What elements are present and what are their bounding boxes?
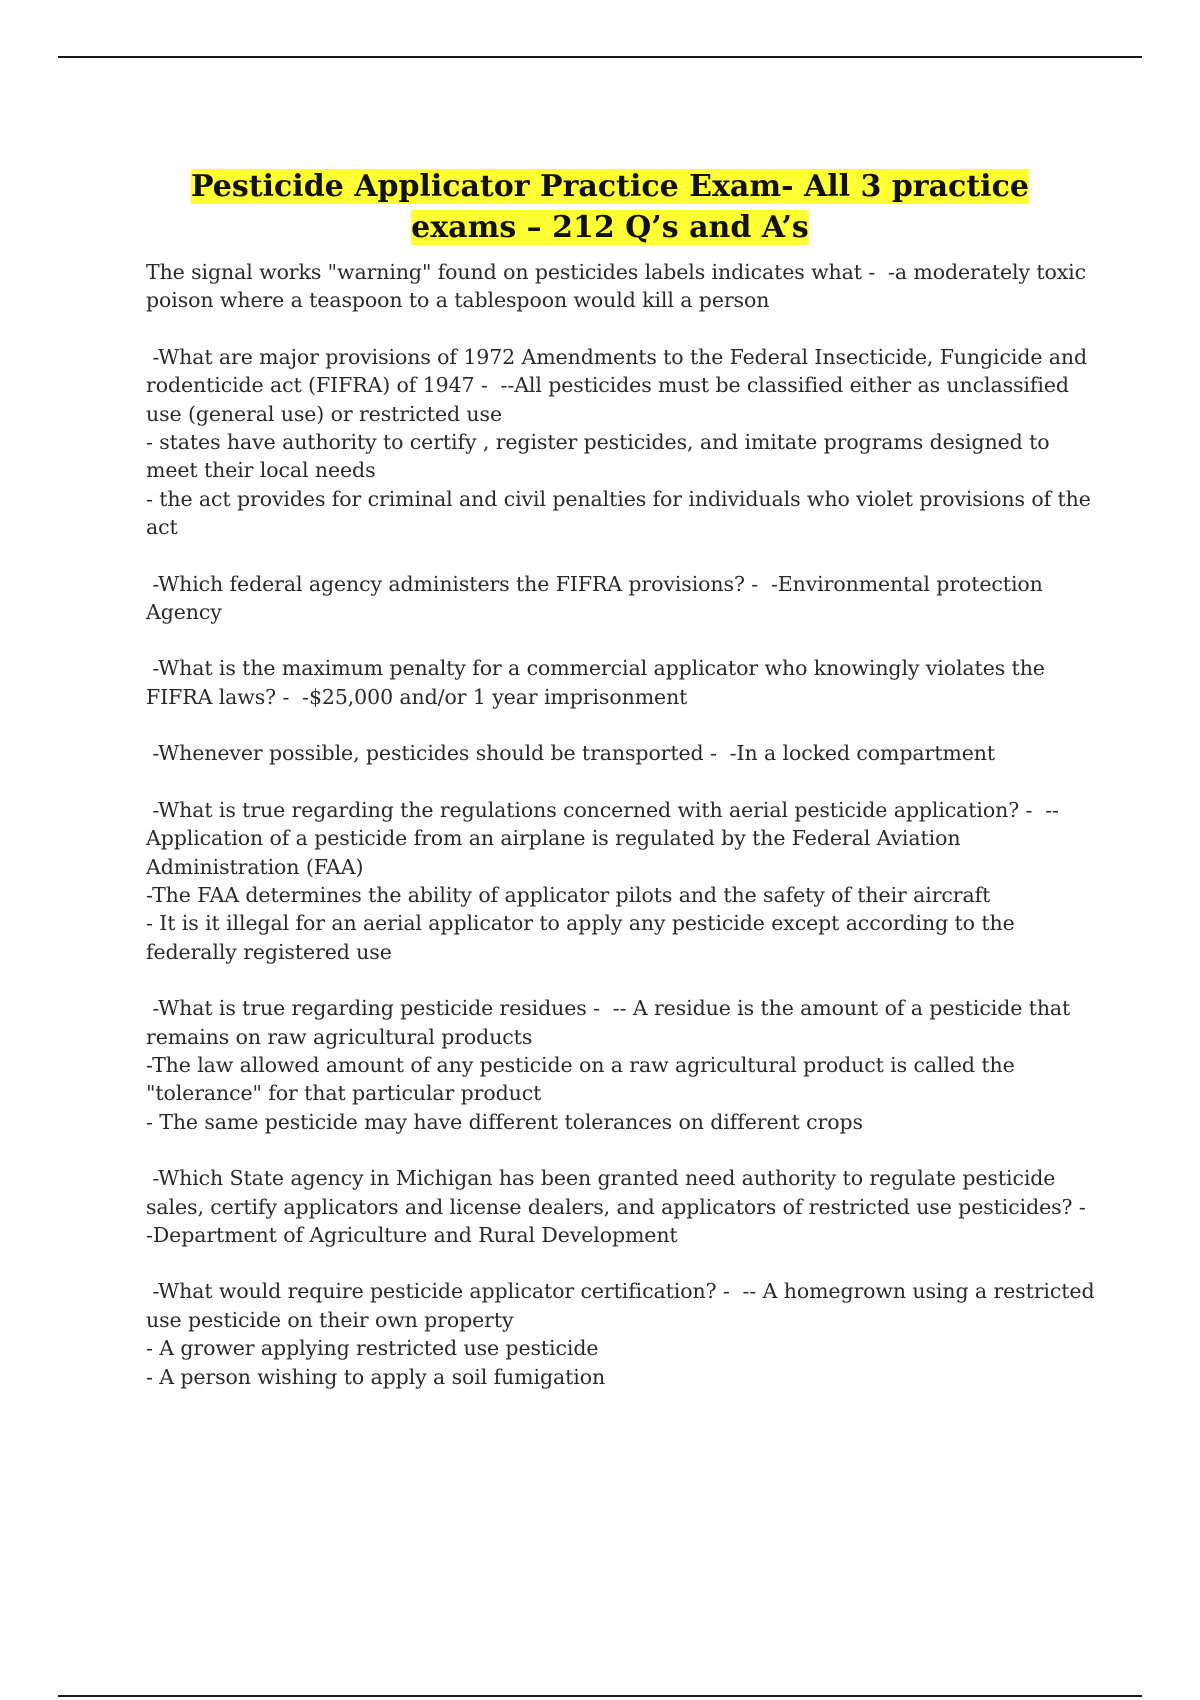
qa-line: - states have authority to certify , register pesticides, and imitate programs designed to meet their local needs [146, 430, 1056, 483]
qa-line: -What are major provisions of 1972 Amendments to the Federal Insecticide, Fungicide and rodenticide act (FIFRA) of 1947 - --All pesticides must be classified either as unclassified use (general use) or restricted use [146, 344, 1094, 426]
footer-rule [58, 1695, 1142, 1697]
qa-line: -What is the maximum penalty for a commercial applicator who knowingly violates the FIFRA laws? - -$25,000 and/or 1 year imprisonment [146, 656, 1052, 709]
document-title [140, 166, 1080, 248]
qa-list [146, 258, 1101, 1419]
qa-item [146, 343, 1096, 542]
qa-item [146, 739, 1096, 767]
qa-line: -What is true regarding the regulations concerned with aerial pesticide application? - --Application of a pesticide from an airplane is regulated by the Federal Aviation Administration (FAA) [146, 797, 1059, 879]
qa-item [146, 796, 1096, 966]
qa-line: -The law allowed amount of any pesticide on a raw agricultural product is called the "tolerance" for that particular product [146, 1052, 1022, 1106]
qa-line: -What is true regarding pesticide residues - -- A residue is the amount of a pesticide that remains on raw agricultural products [146, 996, 1077, 1049]
qa-line: The signal works "warning" found on pesticides labels indicates what - -a moderately toxic poison where a teaspoon to a tablespoon would kill a person [146, 260, 1093, 313]
qa-item [146, 570, 1096, 627]
qa-line: -The FAA determines the ability of applicator pilots and the safety of their aircraft [146, 882, 991, 907]
header-rule [58, 56, 1142, 58]
qa-line: - A person wishing to apply a soil fumigation [146, 1364, 606, 1389]
qa-line: - The same pesticide may have different tolerances on different crops [146, 1109, 863, 1134]
qa-line: - A grower applying restricted use pesticide [146, 1336, 599, 1361]
qa-item [146, 994, 1096, 1136]
qa-item [146, 1164, 1099, 1249]
qa-line: - the act provides for criminal and civil penalties for individuals who violet provisions of the act [146, 486, 1098, 540]
title-highlight: Pesticide Applicator Practice Exam- All 3 practice exams – 212 Q’s and A’s [191, 169, 1029, 246]
qa-item [146, 1277, 1101, 1391]
qa-item [146, 258, 1096, 315]
qa-line: -Which State agency in Michigan has been granted need authority to regulate pesticide sales, certify applicators and license dealers, and applicators of restricted use pesticides? - -Department of Agriculture and Rural Development [146, 1166, 1099, 1247]
qa-line: -Whenever possible, pesticides should be transported - -In a locked compartment [146, 741, 995, 766]
qa-item [146, 654, 1096, 711]
qa-line: - It is it illegal for an aerial applicator to apply any pesticide except according to the federally registered use [146, 911, 1022, 964]
qa-line: -Which federal agency administers the FIFRA provisions? - -Environmental protection Agency [146, 571, 1050, 625]
qa-line: -What would require pesticide applicator certification? - -- A homegrown using a restricted use pesticide on their own property [146, 1279, 1101, 1332]
